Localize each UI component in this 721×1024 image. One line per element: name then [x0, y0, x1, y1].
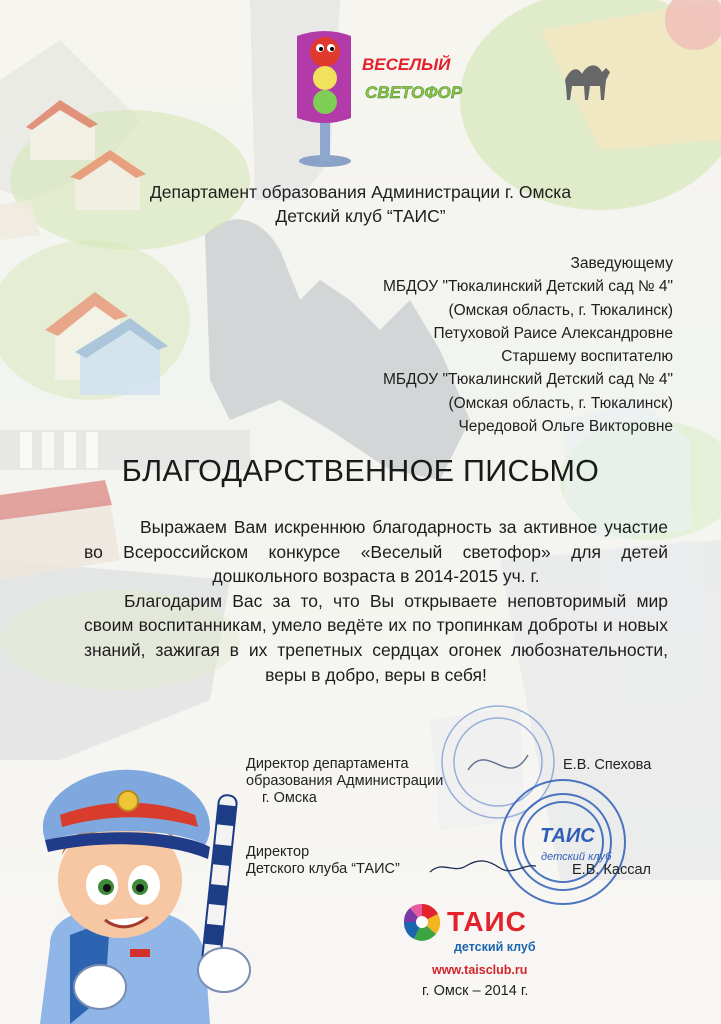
signature-position-line: г. Омска [262, 790, 317, 806]
signature-1-position [246, 756, 443, 807]
body-paragraph-2: Благодарим Вас за то, что Вы открываете неповторимый мир своим воспитанникам, умело ведёте их по тропинкам доброты и новых знаний, зажигая в их трепетных сердцах огонек любознательности, веры в добро, веры в себя! [84, 590, 668, 685]
addressee-line: (Омская область, г. Тюкалинск) [448, 394, 673, 412]
addressee-line: Петуховой Раисе Александровне [433, 324, 673, 342]
addressee-line: Чередовой Ольге Викторовне [458, 418, 673, 436]
signature-position-line: образования Администрации [246, 773, 444, 789]
footer-city-year: г. Омск – 2014 г. [422, 983, 529, 999]
signature-1-name: Е.В. Спехова [563, 757, 652, 773]
addressee-line: МБДОУ "Тюкалинский Детский сад № 4" [383, 371, 673, 389]
document-title: БЛАГОДАРСТВЕННОЕ ПИСЬМО [121, 454, 600, 488]
tais-pinwheel-icon [400, 902, 444, 942]
stamp-center-sub: детский клуб [541, 851, 612, 863]
footer-brand-sub: детский клуб [454, 940, 536, 954]
letter-body [84, 515, 668, 687]
traffic-light-logo [285, 18, 500, 168]
addressee-line: (Омская область, г. Тюкалинск) [448, 301, 673, 319]
signature-2-name: Е.В. Кассал [572, 862, 651, 878]
stamp-center-text: ТАИС [540, 825, 595, 847]
addressee-line: МБДОУ "Тюкалинский Детский сад № 4" [383, 278, 673, 296]
logo-line1: ВЕСЕЛЫЙ [362, 55, 451, 74]
issuer-header [0, 180, 721, 228]
signature-position-line: Детского клуба “ТАИС” [246, 861, 400, 877]
issuer-department: Департамент образования Администрации г. Омска [149, 182, 572, 202]
issuer-club: Детский клуб “ТАИС” [275, 206, 446, 226]
signature-2-position [246, 844, 400, 878]
traffic-policeman-mascot [10, 735, 265, 1024]
addressee-block [383, 252, 673, 438]
addressee-line: Старшему воспитателю [501, 348, 673, 366]
signature-position-line: Директор департамента [246, 756, 409, 772]
footer-brand: ТАИС [447, 906, 527, 937]
addressee-line: Заведующему [570, 255, 673, 272]
signature-2-handwriting [428, 852, 538, 882]
body-paragraph-1: Выражаем Вам искреннюю благодарность за активное участие во Всероссийском конкурсе «Веселый светофор» для детей дошкольного возраста в 2014-2015 уч. г. [84, 517, 668, 587]
signature-position-line: Директор [246, 844, 310, 860]
logo-line2: СВЕТОФОР [365, 83, 463, 102]
footer-url-link[interactable]: www.taisclub.ru [432, 963, 528, 977]
